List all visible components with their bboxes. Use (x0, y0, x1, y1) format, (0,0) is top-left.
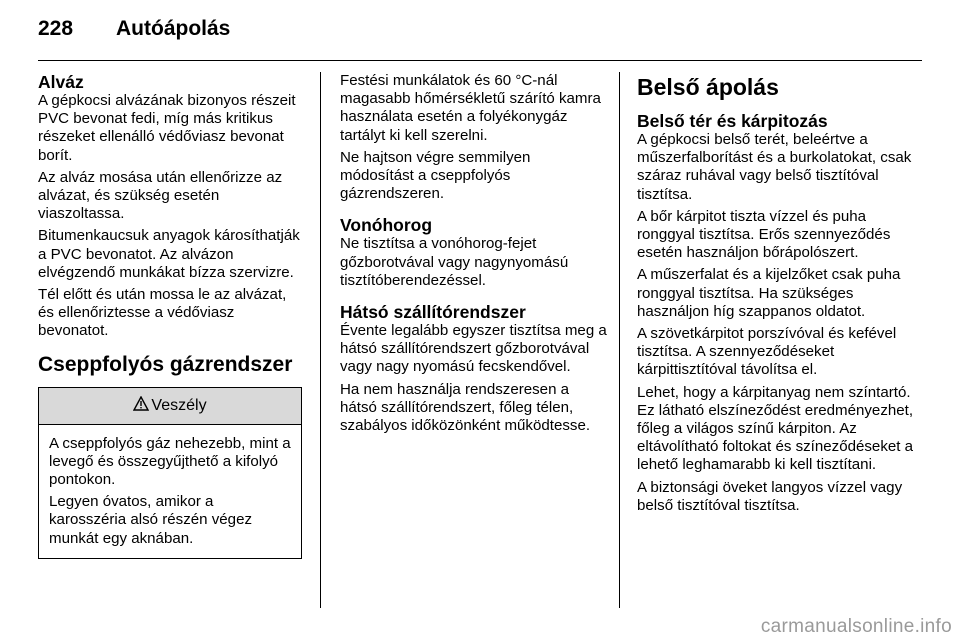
watermark: carmanualsonline.info (760, 616, 952, 637)
page-header (38, 17, 230, 47)
section-heading-hatso-szallito: Hátsó szállítórendszer (340, 302, 526, 323)
warning-triangle-icon (133, 396, 149, 416)
paragraph: A biztonsági öveket langyos vízzel vagy belső tisztítóval tisztítsa. (637, 478, 903, 514)
paragraph: Ha nem használja rendszeresen a hátsó szállítórendszert, főleg télen, szabályos időközönként működtesse. (340, 380, 591, 435)
warning-text: A cseppfolyós gáz nehezebb, mint a levegő és összegyűjthető a kifolyó pontokon. (49, 434, 291, 489)
section-heading-alvaz: Alváz (38, 72, 84, 92)
warning-title: Veszély (151, 396, 207, 414)
paragraph: Bitumenkaucsuk anyagok károsíthatják a PVC bevonatot. Az alvázon elvégzendő munkákat bízza szervizre. (38, 227, 300, 281)
paragraph: Évente legalább egyszer tisztítsa meg a hátsó szállítórendszert gőzborotvával vagy nagy nyomású fecskendővel. (340, 322, 607, 376)
paragraph: Festési munkálatok és 60 °C-nál magasabb hőmérsékletű szárító kamra használata esetén a folyékonygáz tartályt ki kell szerelni. (340, 72, 601, 144)
page-number: 228 (38, 17, 74, 40)
paragraph: Tél előtt és után mossa le az alvázat, és ellenőriztesse a védőviasz bevonatot. (38, 286, 287, 340)
section-heading-gazrendszer: Cseppfolyós gázrendszer (38, 352, 293, 376)
paragraph: A bőr kárpitot tiszta vízzel és puha ronggyal tisztítsa. Erős szennyeződés esetén használjon bőrápolószert. (637, 207, 891, 262)
header-rule (38, 60, 922, 61)
section-heading-belso-ter: Belső tér és kárpitozás (637, 111, 828, 131)
paragraph: Ne tisztítsa a vonóhorog-fejet gőzborotvával vagy nagynyomású tisztítóberendezéssel. (340, 235, 569, 289)
paragraph: Lehet, hogy a kárpitanyag nem színtartó. Ez látható elszíneződést eredményezhet, főleg a világos színű kárpiton. Az eltávolítható foltokat és színeződéseket a lehető leghamarabb ki kell tisztítani. (637, 383, 914, 474)
warning-text: Legyen óvatos, amikor a karosszéria alsó részén végez munkát egy aknában. (49, 493, 253, 547)
section-heading-vonohorog: Vonóhorog (340, 215, 433, 236)
paragraph: A műszerfalat és a kijelzőket csak puha ronggyal tisztítsa. Ha szükséges használjon híg szappanos oldatot. (637, 266, 901, 320)
paragraph: Az alváz mosása után ellenőrizze az alvázat, és szükség esetén viaszoltassa. (38, 168, 283, 223)
column-left (38, 72, 306, 559)
chapter-heading-belso-apolas: Belső ápolás (637, 74, 779, 100)
warning-box (38, 387, 302, 559)
column-middle (340, 72, 608, 439)
paragraph: A gépkocsi belső terét, beleértve a műszerfalborítást és a burkolatokat, csak száraz ruhával vagy belső tisztítóval tisztítsa. (637, 131, 912, 203)
paragraph: A gépkocsi alvázának bizonyos részeit PVC bevonat fedi, míg más kritikus részeket ellenálló védőviasz bevonat borít. (38, 92, 296, 164)
column-divider (320, 72, 321, 608)
column-right (637, 72, 927, 519)
column-divider (619, 72, 620, 608)
paragraph: A szövetkárpitot porszívóval és kefével tisztítsa. A szennyeződéseket kárpittisztítóval távolítsa el. (637, 325, 897, 379)
warning-header (39, 388, 301, 425)
page-title: Autóápolás (116, 17, 231, 40)
paragraph: Ne hajtson végre semmilyen módosítást a cseppfolyós gázrendszeren. (340, 148, 531, 203)
